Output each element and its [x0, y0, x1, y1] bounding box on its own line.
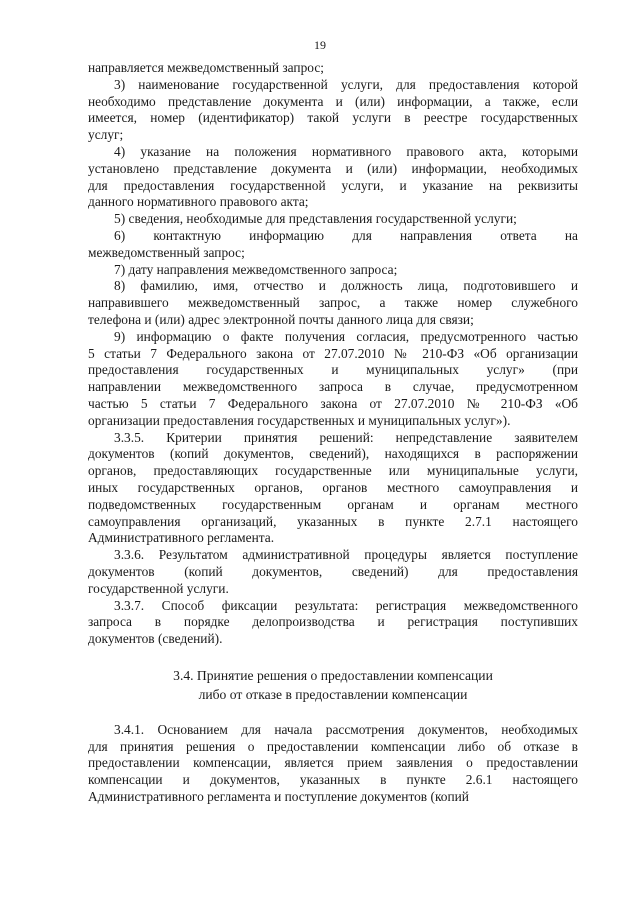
- text-line: 3) наименование государственной услуги, для предоставления которой: [114, 76, 578, 92]
- text-line: 4) указание на положения нормативного правового акта, которыми: [114, 143, 578, 159]
- text-line: запроса в порядке делопроизводства и регистрация поступивших: [88, 614, 578, 630]
- text-line: для принятия решения о предоставлении компенсации либо об отказе в: [88, 738, 578, 754]
- text-line: данного нормативного правового акта;: [88, 194, 309, 210]
- text-line: 5 статьи 7 Федерального закона от 27.07.2010 № 210-ФЗ «Об организации: [88, 345, 578, 361]
- paragraph: [88, 430, 578, 548]
- text-line: межведомственный запрос;: [88, 244, 245, 260]
- paragraph: [88, 228, 578, 262]
- text-line: иных государственных органов, органов местного самоуправления и: [88, 479, 578, 495]
- text-line: 3.3.7. Способ фиксации результата: регистрация межведомственного: [114, 597, 578, 613]
- text-line: установлено представление документа и (или) информации, необходимых: [88, 160, 578, 176]
- text-line: предоставления государственных и муниципальных услуг» (при: [88, 362, 578, 378]
- text-line: организации предоставления государственных и муниципальных услуг»).: [88, 412, 511, 428]
- text-line: 3.4.1. Основанием для начала рассмотрения документов, необходимых: [114, 721, 578, 737]
- text-line: необходимо представление документа и (или) информации, а также, если: [88, 93, 578, 109]
- text-line: документов (сведений).: [88, 631, 223, 647]
- text-line: 9) информацию о факте получения согласия, предусмотренного частью: [114, 328, 578, 344]
- paragraph: [88, 262, 578, 279]
- section-heading-line-2: либо от отказе в предоставлении компенсации: [198, 686, 468, 702]
- page-number: 19: [314, 38, 326, 52]
- text-line: направляется межведомственный запрос;: [88, 60, 324, 75]
- text-line: 3.3.6. Результатом административной процедуры является поступление: [114, 547, 578, 563]
- section-heading: [88, 666, 578, 704]
- page-content: [88, 60, 578, 806]
- text-line: направившего межведомственный запрос, а также номер служебного: [88, 295, 578, 311]
- text-line: компенсации и документов, указанных в пункте 2.6.1 настоящего: [88, 772, 578, 788]
- paragraph: [88, 722, 578, 806]
- text-line: подведомственных государственным органам и органам местного: [88, 496, 578, 512]
- text-line: частью 5 статьи 7 Федерального закона от 27.07.2010 № 210-ФЗ «Об: [88, 395, 578, 411]
- text-line: Административного регламента.: [88, 530, 275, 546]
- paragraph-group-bottom: [88, 722, 578, 806]
- text-line: документов (копий документов, сведений), находящихся в распоряжении: [88, 446, 578, 462]
- text-line: органов, предоставляющих государственные или муниципальные услуги,: [88, 463, 578, 479]
- paragraph: [88, 144, 578, 211]
- text-line: документов (копий документов, сведений) для предоставления: [88, 563, 578, 579]
- text-line: государственной услуги.: [88, 580, 229, 596]
- text-line: имеется, номер (идентификатор) такой услуги в реестре государственных: [88, 110, 578, 126]
- text-line: направлении межведомственного запроса в случае, предусмотренном: [88, 379, 578, 395]
- text-line: самоуправления организаций, указанных в пункте 2.7.1 настоящего: [88, 513, 578, 529]
- text-line: 7) дату направления межведомственного запроса;: [114, 261, 398, 277]
- paragraph: [88, 211, 578, 228]
- text-line: 3.3.5. Критерии принятия решений: непредставление заявителем: [114, 429, 578, 445]
- paragraph: [88, 598, 578, 648]
- text-line: предоставлении компенсации, является прием заявления о предоставлении: [88, 755, 578, 771]
- paragraph: [88, 60, 578, 77]
- text-line: 5) сведения, необходимые для представления государственной услуги;: [114, 211, 517, 227]
- text-line: телефона и (или) адрес электронной почты данного лица для связи;: [88, 311, 474, 327]
- text-line: Административного регламента и поступление документов (копий: [88, 789, 469, 805]
- paragraph-group-top: [88, 60, 578, 648]
- text-line: для предоставления государственной услуги, и указание на реквизиты: [88, 177, 578, 193]
- paragraph: [88, 329, 578, 430]
- section-heading-line-1: 3.4. Принятие решения о предоставлении компенсации: [173, 667, 493, 683]
- paragraph: [88, 278, 578, 328]
- text-line: услуг;: [88, 127, 124, 143]
- paragraph: [88, 77, 578, 144]
- text-line: 8) фамилию, имя, отчество и должность лица, подготовившего и: [114, 278, 578, 294]
- paragraph: [88, 547, 578, 597]
- text-line: 6) контактную информацию для направления ответа на: [114, 227, 578, 243]
